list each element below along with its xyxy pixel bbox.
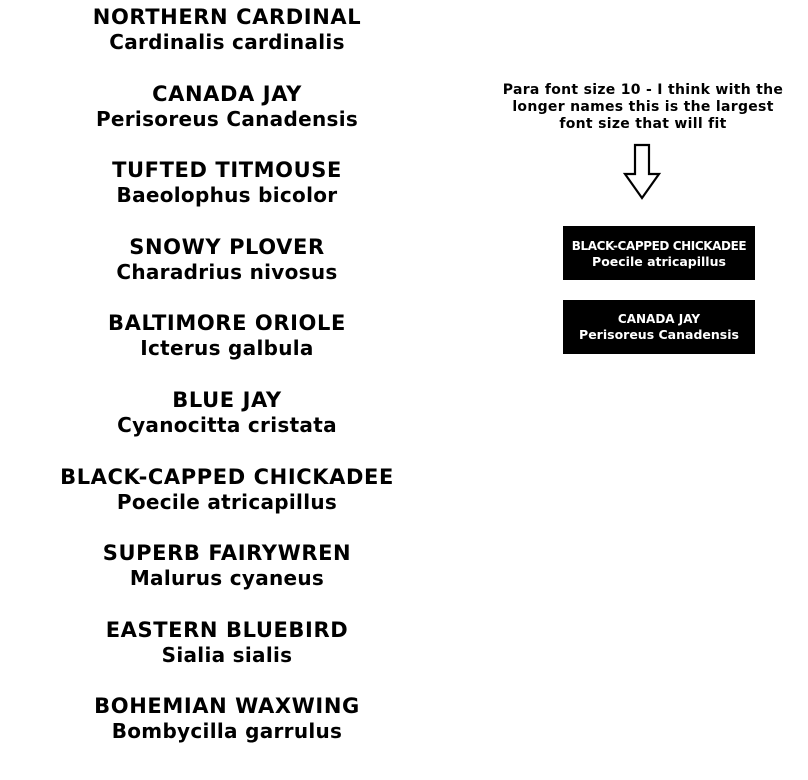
bird-entry	[0, 693, 454, 770]
sample-label-canada-jay	[563, 300, 755, 354]
bird-common-name: NORTHERN CARDINAL	[92, 5, 362, 29]
bird-common-name: TUFTED TITMOUSE	[112, 158, 342, 183]
sample-label-chickadee	[563, 226, 755, 280]
note-line: Para font size 10 - I think with the	[502, 82, 784, 98]
bird-entry	[0, 540, 454, 617]
note-line: font size that will fit	[559, 116, 727, 132]
bird-latin-name: Charadrius nivosus	[116, 259, 338, 284]
sample-label-common-name: BLACK-CAPPED CHICKADEE	[571, 239, 747, 253]
bird-latin-name: Poecile atricapillus	[116, 489, 338, 514]
bird-latin-name: Sialia sialis	[161, 642, 293, 667]
sample-label-latin-name: Poecile atricapillus	[592, 254, 726, 269]
font-size-note	[478, 82, 808, 133]
bird-name-list	[0, 4, 454, 770]
bird-entry	[0, 234, 454, 311]
down-arrow-icon	[622, 143, 662, 201]
bird-latin-name: Perisoreus Canadensis	[95, 106, 359, 131]
bird-latin-name: Cardinalis cardinalis	[109, 30, 345, 54]
bird-common-name: CANADA JAY	[152, 81, 302, 106]
note-line: longer names this is the largest	[512, 99, 774, 115]
bird-common-name: SNOWY PLOVER	[129, 234, 325, 259]
bird-entry	[0, 4, 454, 81]
bird-latin-name: Cyanocitta cristata	[117, 412, 337, 437]
bird-latin-name: Baeolophus bicolor	[116, 183, 338, 208]
bird-entry	[0, 617, 454, 694]
bird-common-name: BLACK-CAPPED CHICKADEE	[60, 464, 394, 489]
bird-common-name: EASTERN BLUEBIRD	[105, 617, 349, 642]
bird-latin-name: Malurus cyaneus	[129, 566, 325, 591]
bird-entry	[0, 310, 454, 387]
bird-common-name: SUPERB FAIRYWREN	[102, 541, 352, 566]
bird-common-name: BALTIMORE ORIOLE	[108, 311, 346, 336]
bird-entry	[0, 464, 454, 541]
bird-entry	[0, 157, 454, 234]
bird-latin-name: Bombycilla garrulus	[111, 719, 343, 744]
sample-label-latin-name: Perisoreus Canadensis	[579, 327, 739, 342]
bird-common-name: BLUE JAY	[172, 387, 282, 412]
bird-latin-name: Icterus galbula	[140, 336, 314, 361]
bird-entry	[0, 81, 454, 158]
bird-common-name: BOHEMIAN WAXWING	[94, 694, 360, 719]
bird-entry	[0, 387, 454, 464]
sample-label-common-name: CANADA JAY	[617, 312, 701, 326]
